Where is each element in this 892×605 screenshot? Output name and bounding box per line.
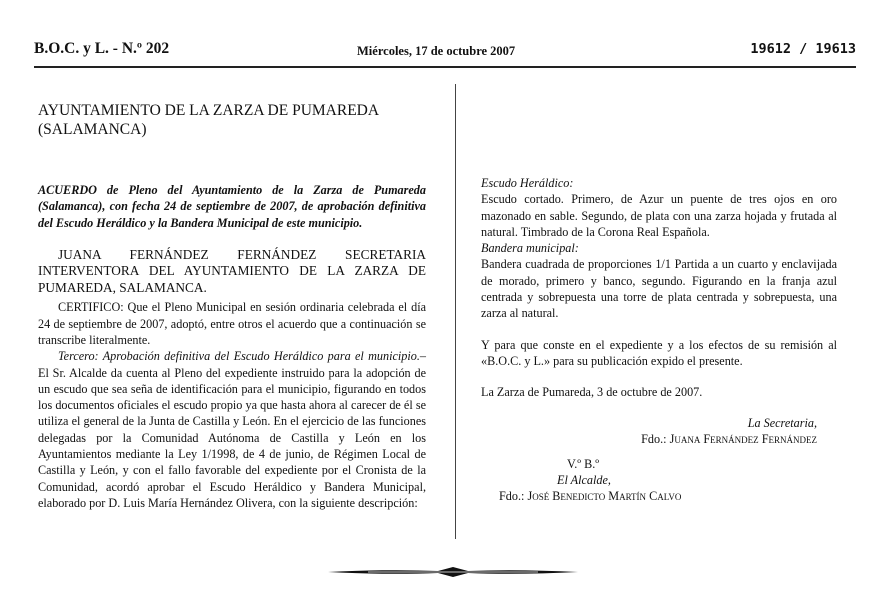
- secretary-role: La Secretaria,: [747, 415, 817, 430]
- tercero-heading: Tercero: Aprobación definitiva del Escudo Heráldico para el municipio.: [58, 349, 420, 364]
- end-ornament: [328, 565, 578, 579]
- tercero-paragraph: [38, 348, 426, 511]
- conste-paragraph: Y para que conste en el expediente y a los efectos de su remisión al «B.O.C. y L.» para su publicación expido el presente.: [481, 337, 837, 368]
- page-numbers: 19612 / 19613: [750, 41, 856, 57]
- mayor-fdo: Fdo.:: [499, 489, 525, 504]
- mayor-role: El Alcalde,: [557, 473, 611, 488]
- secretary-signature: [481, 415, 837, 448]
- publication-date: Miércoles, 17 de octubre 2007: [357, 44, 516, 58]
- mayor-signature: [499, 456, 837, 504]
- bandera-heading: Bandera municipal:: [481, 241, 579, 256]
- escudo-description: Escudo cortado. Primero, de Azur un puente de tres ojos en oro mazonado en sable. Segundo, de plata con una zarza hojada y frutada al natural. Timbrado de la Corona Real Española.: [481, 192, 837, 239]
- secretary-name: Juana Fernández Fernández: [669, 431, 817, 446]
- header-rule: [34, 66, 856, 68]
- left-column: [38, 101, 426, 511]
- document-title: AYUNTAMIENTO DE LA ZARZA DE PUMAREDA (SALAMANCA): [38, 102, 379, 138]
- visto-bueno: V.º B.º: [567, 457, 600, 472]
- mayor-name: José Benedicto Martín Calvo: [527, 489, 682, 504]
- secretary-fdo: Fdo.:: [641, 431, 667, 446]
- right-column: [481, 175, 837, 504]
- place-date: La Zarza de Pumareda, 3 de octubre de 2007.: [481, 385, 703, 400]
- bulletin-number: B.O.C. y L. - N.º 202: [34, 40, 170, 57]
- tercero-body: – El Sr. Alcalde da cuenta al Pleno del expediente instruido para la adopción de un escudo que sea seña de identificación para el municipio, figurando en todos los documentos oficiales el escudo propio ya que hasta ahora al carecer de él se utiliza el general de la Junta de Castilla y León. En el ejercicio de las funciones delegadas por la Comunidad Autónoma de Castilla y León en los Ayuntamientos mediante la Ley 1/1998, de 4 de junio, de Régimen Local de Castilla y León, y con el fallo favorable del expediente por el Cronista de la Comunidad, acordó aprobar el Escudo Heráldico y Bandera Municipal, elaborado por D. Luis María Hernández Olivera, con la siguiente descripción:: [38, 349, 426, 510]
- acuerdo-summary: ACUERDO de Pleno del Ayuntamiento de la Zarza de Pumareda (Salamanca), con fecha 24 de septiembre de 2007, de aprobación definitiva del Escudo Heráldico y la Bandera Municipal de este municipio.: [38, 183, 426, 230]
- escudo-heading: Escudo Heráldico:: [481, 176, 574, 190]
- secretary-intro: JUANA FERNÁNDEZ FERNÁNDEZ SECRETARIA INTERVENTORA DEL AYUNTAMIENTO DE LA ZARZA DE PUMAREDA, SALAMANCA.: [38, 246, 426, 295]
- column-divider: [455, 84, 456, 539]
- bandera-description: Bandera cuadrada de proporciones 1/1 Partida a un cuarto y enclavijada de morado, primero y banco, segundo. Figurando en la franja azul centrada y sobrepuesta una torre de plata centrada y sobrepuesta, una zarza al natural.: [481, 257, 837, 321]
- certifico-paragraph: CERTIFICO: Que el Pleno Municipal en sesión ordinaria celebrada el día 24 de septiembre de 2007, adoptó, entre otros el acuerdo que a continuación se transcribe literalmente.: [38, 300, 426, 347]
